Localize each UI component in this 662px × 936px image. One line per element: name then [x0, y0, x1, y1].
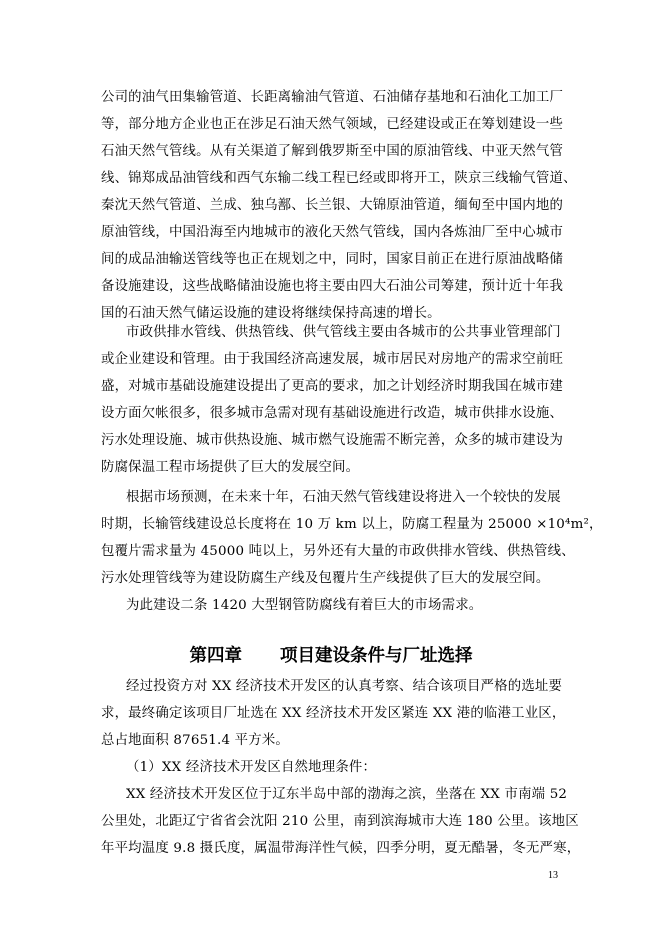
text-line: 间的成品油输送管线等也正在规划之中，同时，国家目前正在进行原油战略储	[101, 252, 564, 267]
chapter-number: 第四章	[189, 646, 242, 666]
text-line: 等，部分地方企业也正在涉足石油天然气领域，已经建设或正在筹划建设一些	[101, 117, 564, 132]
text-line: 原油管线，中国沿海至内地城市的液化天然气管线，国内各炼油厂至中心城市	[101, 225, 564, 240]
text-line: 防腐保温工程市场提供了巨大的发展空间。	[101, 460, 360, 475]
text-line: XX 经济技术开发区位于辽东半岛中部的渤海之滨，坐落在 XX 市南端 52	[126, 787, 568, 802]
text-line: 备设施建设，这些战略储油设施也将主要由四大石油公司筹建，预计近十年我	[101, 279, 564, 294]
text-line: 求，最终确定该项目厂址选在 XX 经济技术开发区紧连 XX 港的临港工业区，	[101, 706, 566, 721]
text-line: （1）XX 经济技术开发区自然地理条件：	[126, 760, 377, 775]
text-line: 市政供排水管线、供热管线、供气管线主要由各城市的公共事业管理部门	[126, 325, 561, 340]
chapter-heading	[0, 645, 662, 667]
text-line: 年平均温度 9.8 摄氏度，属温带海洋性气候，四季分明，夏无酷暑，冬无严寒，	[101, 841, 581, 856]
text-line: 公司的油气田集输管道、长距离输油气管道、石油储存基地和石油化工加工厂	[101, 90, 564, 105]
text-line: 包覆片需求量为 45000 吨以上，另外还有大量的市政供排水管线、供热管线、	[101, 544, 575, 559]
text-line: 污水处理设施、城市供热设施、城市燃气设施需不断完善，众多的城市建设为	[101, 433, 564, 448]
text-line: 总占地面积 87651.4 平方米。	[101, 733, 290, 748]
text-line: 或企业建设和管理。由于我国经济高速发展，城市居民对房地产的需求空前旺	[101, 352, 564, 367]
text-line: 根据市场预测，在未来十年，石油天然气管线建设将进入一个较快的发展	[126, 490, 561, 505]
text-line: 秦沈天然气管道、兰成、独乌鄯、长兰银、大锦原油管道，缅甸至中国内地的	[101, 198, 564, 213]
text-line: 盛，对城市基础设施建设提出了更高的要求，加之计划经济时期我国在城市建	[101, 379, 564, 394]
text-line: 为此建设二条 1420 大型钢管防腐线有着巨大的市场需求。	[126, 598, 483, 613]
chapter-title: 项目建设条件与厂址选择	[280, 646, 473, 666]
text-line: 设方面欠帐很多，很多城市急需对现有基础设施进行改造，城市供排水设施、	[101, 406, 564, 421]
text-line: 经过投资方对 XX 经济技术开发区的认真考察、结合该项目严格的选址要	[126, 679, 563, 694]
text-line: 国的石油天然气储运设施的建设将继续保持高速的增长。	[101, 306, 441, 321]
page-number: 13	[548, 870, 558, 881]
text-line: 时期，长输管线建设总长度将在 10 万 km 以上，防腐工程量为 25000 ×10⁴m²，	[101, 517, 603, 532]
text-line: 石油天然气管线。从有关渠道了解到俄罗斯至中国的原油管线、中亚天然气管	[101, 144, 564, 159]
text-line: 公里处，北距辽宁省省会沈阳 210 公里，南到滨海城市大连 180 公里。该地区	[101, 814, 579, 829]
text-line: 线、锦郑成品油管线和西气东输二线工程已经或即将开工，陕京三线输气管道、	[101, 171, 577, 186]
text-line: 污水处理管线等为建设防腐生产线及包覆片生产线提供了巨大的发展空间。	[101, 571, 550, 586]
